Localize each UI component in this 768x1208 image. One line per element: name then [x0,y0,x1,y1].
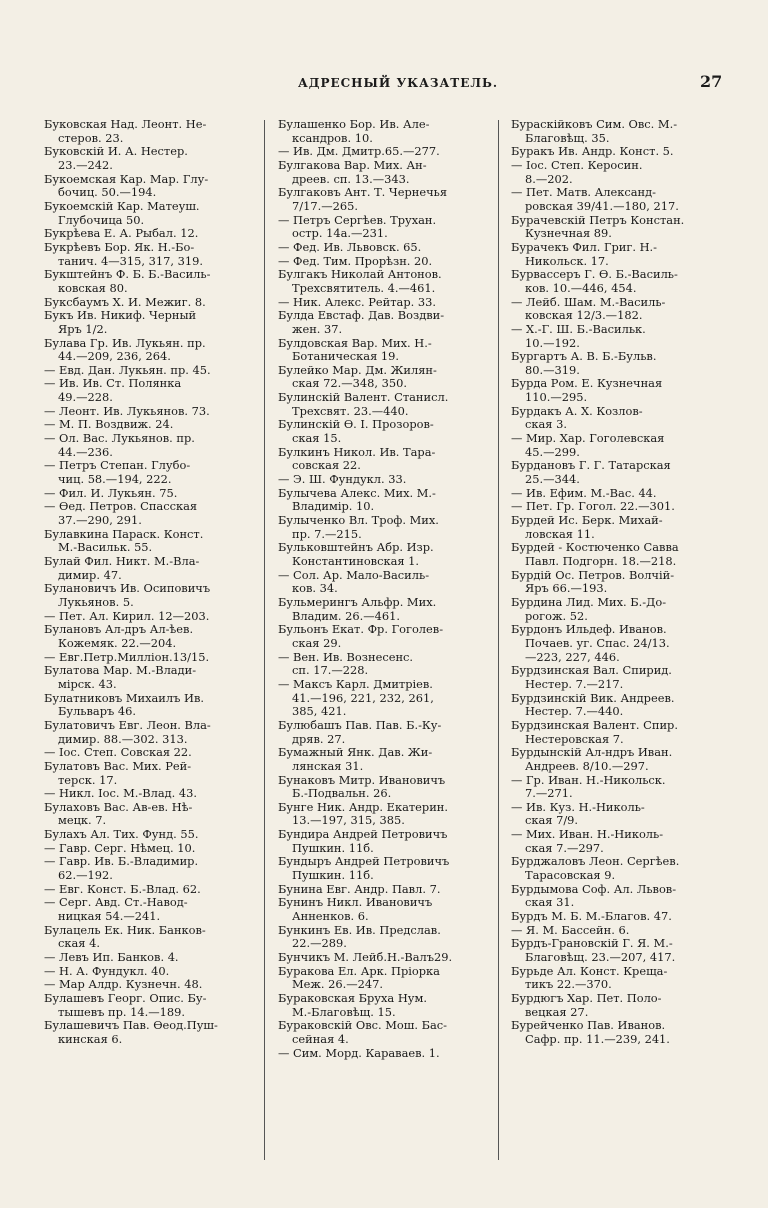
entry-line: Бунчикъ М. Лейб.Н.-Валъ29. [278,951,453,965]
entry-line: Булаховъ Вас. Ав-ев. Нѣ- [44,800,193,814]
entry-line: Булюбашъ Пав. Пав. Б.-Ку- [278,718,442,732]
entry-line: — Гавр. Серг. Нѣмец. 10. [44,841,196,855]
entry-line: ская 7.—297. [525,841,604,855]
entry-line: —223, 227, 446. [525,650,620,664]
entry-line: Ботаническая 19. [292,350,399,364]
entry-line: Меж. 26.—247. [292,978,383,992]
entry-line: Бунге Ник. Андр. Екатерин. [278,800,449,814]
entry-line: 41.—196, 221, 232, 261, [292,691,434,705]
column-3 [511,118,723,1047]
entry-line: ская 3. [525,418,567,432]
entry-line: Бульонъ Екат. Фр. Гоголев- [278,623,444,637]
entry-line: ская 72.—348, 350. [292,377,407,391]
entry-line: Бураковская Бруха Нум. [278,992,427,1005]
entry-line: Владимір. 10. [292,500,375,514]
entry-line: Бульмерингъ Альфр. Мих. [278,595,437,609]
entry-line: — Іос. Степ. Керосин. [511,158,643,172]
entry-line: Павл. Подгорн. 18.—218. [525,555,677,568]
column-divider-2 [498,120,499,1160]
entry-line: — Евд. Дан. Лукьян. пр. 45. [44,363,211,377]
entry-line: Пушкин. 11б. [292,869,374,883]
entry-line: ская 31. [525,896,575,910]
entry-line: — Гавр. Ив. Б.-Владимир. [44,855,199,869]
entry-line: 44.—209, 236, 264. [58,350,171,364]
entry-line: Константиновская 1. [292,555,420,568]
entry-line: Бурвассеръ Г. Ѳ. Б.-Василь- [511,268,678,282]
running-title: АДРЕСНЫЙ УКАЗАТЕЛЬ. [298,76,499,90]
entry-line: Булашевъ Георг. Опис. Бу- [44,992,207,1005]
entry-line: ков. 10.—446, 454. [525,281,637,295]
entry-line: Булатова Мар. М.-Влади- [44,664,197,678]
entry-line: стеров. 23. [58,131,124,145]
entry-line: Булашенко Бор. Ив. Але- [278,118,430,131]
entry-line: — Петръ Сергѣев. Трухан. [278,213,437,227]
entry-line: вецкая 27. [525,1005,589,1019]
entry-line: — Максъ Карл. Дмитріев. [278,677,433,691]
entry-line: Бургартъ А. В. Б.-Бульв. [511,350,657,364]
entry-line: Нестер. 7.—440. [525,705,624,719]
entry-line: Бунинъ Никл. Ивановичъ [278,896,433,910]
entry-line: Бункинъ Ев. Ив. Предслав. [278,923,441,937]
entry-line: — Пет. Матв. Александ- [511,186,656,200]
entry-line: Бурдъ М. Б. М.-Благов. 47. [511,910,672,924]
entry-line: Булавкина Параск. Конст. [44,527,204,541]
entry-line: Бурдій Ос. Петров. Волчій- [511,568,675,582]
entry-line: Владим. 26.—461. [292,609,400,623]
entry-line: — Сол. Ар. Мало-Василь- [278,568,430,582]
entry-line: — Фил. И. Лукьян. 75. [44,486,178,500]
entry-line: — Э. Ш. Фундукл. 33. [278,473,407,487]
entry-line: — М. П. Воздвиж. 24. [44,418,174,432]
entry-line: — Фед. Тим. Прорѣзн. 20. [278,254,433,268]
entry-line: Бурачекъ Фил. Григ. Н.- [511,240,657,254]
entry-line: Букоемская Кар. Мар. Глу- [44,172,209,186]
entry-line: 22.—289. [292,937,347,951]
entry-line: 110.—295. [525,391,588,405]
entry-line: Лукьянов. 5. [58,595,134,609]
entry-line: остр. 14а.—231. [292,227,388,241]
page-header [0,72,768,96]
entry-line: Бурдюгъ Хар. Пет. Поло- [511,992,662,1005]
entry-line: Булгакъ Николай Антонов. [278,268,442,282]
entry-line: Благовѣщ. 23.—207, 417. [525,951,676,965]
entry-line: Бурдынскій Ал-ндръ Иван. [511,746,673,760]
entry-line: Нестеровская 7. [525,732,624,746]
entry-line: Никольск. 17. [525,254,609,268]
entry-line: ская 7/9. [525,814,579,828]
entry-line: танич. 4—315, 317, 319. [58,254,204,268]
entry-line: Бундыръ Андрей Петровичъ [278,855,450,869]
column-1 [44,118,252,1047]
entry-line: 7.—271. [525,787,573,801]
entry-line: 25.—344. [525,473,580,487]
entry-line: Булановъ Ал-дръ Ал-ѣев. [44,623,194,637]
entry-line: — Никл. Іос. М.-Влад. 43. [44,787,198,801]
entry-line: — Леонт. Ив. Лукьянов. 73. [44,404,210,418]
entry-line: ровская 39/41.—180, 217. [525,199,679,213]
entry-line: Булановичъ Ив. Осиповичъ [44,582,211,596]
entry-line: — Х.-Г. Ш. Б.-Васильк. [511,322,646,336]
entry-line: тикъ 22.—370. [525,978,612,992]
entry-line: бочиц. 50.—194. [58,186,157,200]
entry-line: Бульковштейнъ Абр. Изр. [278,541,434,555]
entry-line: Бурдъ-Грановскій Г. Я. М.- [511,937,673,951]
column-divider-1 [264,120,265,1160]
entry-line: Бураковскій Овс. Мош. Бас- [278,1019,448,1033]
entry-line: Бурдановъ Г. Г. Татарская [511,459,671,473]
entry-line: 37.—290, 291. [58,514,142,528]
entry-line: дряв. 27. [292,732,346,746]
entry-line: ловская 11. [525,527,595,541]
entry-line: Булкинъ Никол. Ив. Тара- [278,445,436,459]
entry-line: — Вен. Ив. Вознесенс. [278,650,414,664]
entry-line: — Ѳед. Петров. Спасская [44,500,198,514]
entry-line: ская 29. [292,636,342,650]
entry-line: Трехсвят. 23.—440. [292,404,409,418]
entry-line: — Пет. Ал. Кирил. 12—203. [44,609,210,623]
entry-line: Бураскійковъ Сим. Овс. М.- [511,118,678,131]
entry-line: Бурдей - Костюченко Савва [511,541,679,555]
entry-line: Булатовичъ Евг. Леон. Вла- [44,718,211,732]
entry-line: Кожемяк. 22.—204. [58,636,177,650]
entry-line: лянская 31. [292,759,364,773]
entry-line: — Н. А. Фундукл. 40. [44,964,170,978]
entry-line: — Сим. Морд. Караваев. 1. [278,1046,440,1060]
entry-line: Яръ 66.—193. [525,582,608,596]
entry-line: Бурджаловъ Леон. Сергѣев. [511,855,680,869]
entry-line: ков. 34. [292,582,338,596]
entry-line: — Лейб. Шам. М.-Василь- [511,295,666,309]
entry-line: Сафр. пр. 11.—239, 241. [525,1032,670,1046]
entry-line: Почаев. уг. Спас. 24/13. [525,636,670,650]
entry-line: Бурдей Ис. Берк. Михай- [511,514,663,528]
entry-line: — Пет. Гр. Гогол. 22.—301. [511,500,675,514]
entry-line: Букштейнъ Ф. Б. Б.-Василь- [44,268,211,282]
entry-line: 385, 421. [292,705,347,719]
entry-line: Андреев. 8/10.—297. [525,759,649,773]
entry-line: Булава Гр. Ив. Лукьян. пр. [44,336,206,350]
entry-line: — Петръ Степан. Глубо- [44,459,191,473]
entry-line: Булгаковъ Ант. Т. Чернечья [278,186,448,200]
entry-line: Буксбаумъ Х. И. Межиг. 8. [44,295,206,309]
entry-line: — Ник. Алекс. Рейтар. 33. [278,295,436,309]
entry-line: Булыченко Вл. Троф. Мих. [278,514,439,528]
entry-line: дреев. сп. 13.—343. [292,172,410,186]
entry-line: Булдовская Вар. Мих. Н.- [278,336,432,350]
entry-line: Бундира Андрей Петровичъ [278,828,448,842]
entry-line: Букрѣевъ Бор. Як. Н.-Бо- [44,240,195,254]
entry-line: 49.—228. [58,391,113,405]
entry-line: Булинскій Ѳ. І. Прозоров- [278,418,434,432]
entry-line: ницкая 54.—241. [58,910,161,924]
entry-line: Бурдзинская Валент. Спир. [511,718,678,732]
entry-line: Букъ Ив. Никиф. Черный [44,309,197,323]
entry-line: Бурьде Ал. Конст. Креща- [511,964,668,978]
entry-line: Булатниковъ Михаилъ Ив. [44,691,204,705]
entry-line: тышевъ пр. 14.—189. [58,1005,185,1019]
entry-line: — Ив. Ефим. М.-Вас. 44. [511,486,657,500]
entry-line: — Ив. Дм. Дмитр.65.—277. [278,145,440,159]
entry-line: — Іос. Степ. Совская 22. [44,746,192,760]
entry-line: — Ив. Ив. Ст. Полянка [44,377,182,391]
entry-line: Булашевичъ Пав. Ѳеод.Пуш- [44,1019,218,1033]
entry-line: Бурдзинская Вал. Спирид. [511,664,672,678]
entry-line: — Мих. Иван. Н.-Николь- [511,828,664,842]
entry-line: чиц. 58.—194, 222. [58,473,172,487]
entry-line: ксандров. 10. [292,131,373,145]
entry-line: Бульваръ 46. [58,705,136,719]
entry-line: ковская 80. [58,281,128,295]
entry-line: 80.—319. [525,363,580,377]
entry-line: Булай Фил. Никт. М.-Вла- [44,555,200,568]
entry-line: совская 22. [292,459,361,473]
entry-line: Анненков. 6. [292,910,369,924]
entry-line: Буракъ Ив. Андр. Конст. 5. [511,145,674,159]
column-2 [278,118,486,1060]
entry-line: 44.—236. [58,445,113,459]
entry-line: Бунаковъ Митр. Ивановичъ [278,773,446,787]
entry-line: кинская 6. [58,1032,123,1046]
entry-line: Буковскій И. А. Нестер. [44,145,188,159]
entry-line: Тарасовская 9. [525,869,616,883]
entry-line: 45.—299. [525,445,580,459]
entry-line: 23.—242. [58,158,113,172]
entry-line: Булгакова Вар. Мих. Ан- [278,158,427,172]
entry-line: мецк. 7. [58,814,107,828]
entry-line: Пушкин. 11б. [292,841,374,855]
entry-line: пр. 7.—215. [292,527,362,541]
entry-line: Булатовъ Вас. Мих. Рей- [44,759,192,773]
entry-line: жен. 37. [292,322,343,336]
entry-line: 7/17.—265. [292,199,358,213]
entry-line: М.-Васильк. 55. [58,541,153,555]
entry-line: Бурейченко Пав. Иванов. [511,1019,666,1033]
entry-line: — Ив. Куз. Н.-Николь- [511,800,645,814]
entry-line: Нестер. 7.—217. [525,677,624,691]
entry-line: Булинскій Валент. Станисл. [278,391,449,405]
entry-line: Булычева Алекс. Мих. М.- [278,486,436,500]
entry-line: 13.—197, 315, 385. [292,814,405,828]
entry-line: — Гр. Иван. Н.-Никольск. [511,773,666,787]
entry-line: 10.—192. [525,336,580,350]
entry-line: — Евг. Конст. Б.-Влад. 62. [44,882,201,896]
entry-line: 62.—192. [58,869,113,883]
entry-line: Бурачевскій Петръ Констан. [511,213,685,227]
entry-line: — Евг.Петр.Милліон.13/15. [44,650,210,664]
entry-line: Булахъ Ал. Тих. Фунд. 55. [44,828,199,842]
entry-line: Глубочица 50. [58,213,145,227]
entry-line: димир. 47. [58,568,122,582]
entry-line: Бумажный Янк. Дав. Жи- [278,746,433,760]
entry-line: Булда Евстаф. Дав. Воздви- [278,309,445,323]
entry-line: Бурдзинскій Вик. Андреев. [511,691,675,705]
entry-line: Бурда Ром. Е. Кузнечная [511,377,663,391]
entry-line: мірск. 43. [58,677,117,691]
entry-line: рогож. 52. [525,609,588,623]
entry-line: терск. 17. [58,773,118,787]
entry-line: — Серг. Авд. Ст.-Навод- [44,896,188,910]
entry-line: ковская 12/3.—182. [525,309,643,323]
entry-line: — Левъ Ип. Банков. 4. [44,951,179,965]
entry-line: Бурдонъ Ильдеф. Иванов. [511,623,667,637]
entry-line: Букоемскій Кар. Матеуш. [44,199,200,213]
page-number: 27 [700,72,723,91]
entry-line: Бунина Евг. Андр. Павл. 7. [278,882,441,896]
entry-line: Булацель Ек. Ник. Банков- [44,923,206,937]
entry-line: — Фед. Ив. Львовск. 65. [278,240,422,254]
entry-line: — Ол. Вас. Лукьянов. пр. [44,432,195,446]
entry-line: ская 15. [292,432,342,446]
entry-line: димир. 88.—302. 313. [58,732,188,746]
entry-line: ская 4. [58,937,100,951]
entry-line: Бурдакъ А. Х. Козлов- [511,404,643,418]
entry-line: 8.—202. [525,172,573,186]
entry-line: Благовѣщ. 35. [525,131,610,145]
entry-line: — Мар Алдр. Кузнечн. 48. [44,978,203,992]
entry-line: Трехсвятитель. 4.—461. [292,281,436,295]
entry-line: — Я. М. Бассейн. 6. [511,923,630,937]
entry-line: Буковская Над. Леонт. Не- [44,118,207,131]
entry-line: Буракова Ел. Арк. Пріорка [278,964,440,978]
entry-line: Булейко Мар. Дм. Жилян- [278,363,437,377]
entry-line: сп. 17.—228. [292,664,369,678]
entry-line: сейная 4. [292,1032,349,1046]
entry-line: Кузнечная 89. [525,227,612,241]
entry-line: М.-Благовѣщ. 15. [292,1005,396,1019]
entry-line: Яръ 1/2. [58,322,108,336]
entry-line: Бурдина Лид. Мих. Б.-До- [511,595,667,609]
entry-line: Б.-Подвальн. 26. [292,787,392,801]
entry-line: Бурдымова Соф. Ал. Львов- [511,882,677,896]
entry-line: Букрѣева Е. А. Рыбал. 12. [44,227,199,241]
entry-line: — Мир. Хар. Гоголевская [511,432,665,446]
